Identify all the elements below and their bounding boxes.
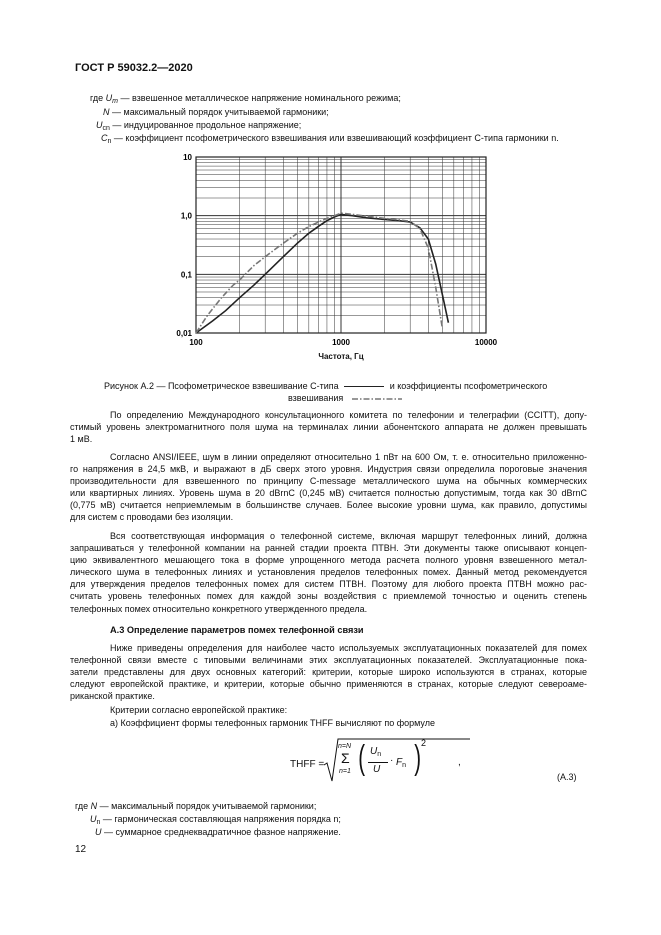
- definition-um: где $U_m$ — взвешенное металлическое напряжение номинального режима;: [90, 93, 401, 105]
- page-number: 12: [75, 844, 87, 855]
- formula-tail: ,: [458, 757, 461, 768]
- formula-number: (А.3): [557, 772, 577, 782]
- document-header: ГОСТ Р 59032.2—2020: [75, 62, 193, 74]
- psophometric-weighting-chart: [0, 146, 661, 376]
- criteria-a: а) Коэффициент формы телефонных гармоник THFF вычисляют по формуле: [110, 718, 435, 728]
- sum-symbol: Σ: [341, 750, 350, 766]
- paragraph-telephone-system: Вся соответствующая информация о телефонной системе, включая маршрут телефонных линий, должна запрашиваться у телефонной компании на ранней стадии проекта ПТВН. Эти документы также описывают концеп- цию эквивалентного мешающего тока в форме упрощенного метода расчета полного уровня взвешенного метал- лического шума в телефонных линиях и установления пределов телефонных помех. Данный метод рекомендуется для утверждения пределов телефонных помех для систем ПТВН. Поэтому для любого проекта ПТВН можно рас- считать уровень телефонных помех для каждой зоны воздействия с приемлемой точностью и оценить степень телефонных помех относительно конкретного утвержденного предела.: [70, 531, 587, 614]
- chart-grid: [196, 157, 486, 333]
- sum-lower: n=1: [339, 768, 351, 775]
- figure-caption: Рисунок А.2 — Псофометрическое взвешивание C-типа и коэффициенты псофометрического: [104, 381, 548, 391]
- x-axis-label: Частота, Гц: [318, 352, 364, 361]
- formula-thff: [290, 735, 490, 795]
- fraction-num: $U_n$: [370, 746, 382, 758]
- paragraph-definitions: Ниже приведены определения для наиболее часто используемых эксплуатационных показателей для помех телефонной связи вместе с типовыми величинами этих эксплуатационных показателей. Эксплуатационные пока- затели представлены для двух основных категорий: критерии, которые широко используются в странах, которые следуют европейской практике, и критерии, которые обычно применяются в странах, которые следуют североаме- риканской практике.: [70, 643, 587, 702]
- definition-n: N — максимальный порядок учитываемой гармоники;: [103, 107, 329, 117]
- series-coefficients-dashdot: [196, 213, 442, 333]
- power: 2: [421, 738, 427, 748]
- y-tick-label: 10: [183, 153, 192, 162]
- formula-lhs: THFF =: [290, 759, 325, 770]
- definition-cn: $C_n$ — коэффициент псофометрического взвешивания или взвешивающий коэффициент C-типа гармоники n.: [101, 133, 559, 145]
- right-paren: ): [414, 739, 422, 777]
- left-paren: (: [358, 739, 366, 777]
- definition-bottom-un: $U_n$ — гармоническая составляющая напряжения порядка n;: [90, 814, 341, 826]
- figure-caption-line2: взвешивания: [288, 392, 402, 404]
- sum-upper: n=N: [338, 743, 352, 750]
- definition-bottom-u: U — суммарное среднеквадратичное фазное напряжение.: [95, 827, 341, 837]
- factor-f: $F_n$: [396, 757, 407, 769]
- section-heading-a3: А.3 Определение параметров помех телефонной связи: [110, 625, 364, 635]
- x-tick-label: 100: [189, 338, 203, 347]
- legend-solid-line: [344, 386, 384, 387]
- multiply-dot: ·: [390, 755, 394, 766]
- x-tick-label: 1000: [332, 338, 350, 347]
- y-tick-label: 0,01: [176, 329, 192, 338]
- criteria-intro: Критерии согласно европейской практике:: [110, 705, 288, 715]
- x-tick-label: 10000: [474, 338, 498, 347]
- legend-dashdot-line: [352, 396, 402, 402]
- fraction-bar: [368, 762, 388, 763]
- y-tick-label: 0,1: [180, 270, 192, 280]
- definition-ucn: $U_{cn}$ — индуцированное продольное напряжение;: [96, 120, 302, 132]
- fraction-den: U: [373, 764, 381, 775]
- paragraph-ansi-ieee: Согласно ANSI/IEEE, шум в линии определяют относительно 1 пВт на 600 Ом, т. е. относительно приложенно- го напряжения в 24,5 мкВ, и выражают в дБ сверх этого уровня. Индустрия связи определила пороговые значения производительности для взвешенного по принципу C-message металлического шума на обычных коммерческих или квартирных линиях. Уровень шума в 20 dBrnC (0,245 мВ) считается полностью допустимым, тогда как 30 dBrnC (0,775 мВ) считается неприемлемым в большинстве случаев. Более высокие уровни шума, как правило, допустимы для систем с проводами без изоляции.: [70, 452, 587, 523]
- paragraph-ccitt: По определению Международного консультационного комитета по телефонии и телеграфии (CCITT), допу- стимый уровень электромагнитного поля шума на терминалах линии абонентского аппарата не должен превышать 1 мВ.: [70, 410, 587, 445]
- y-tick-label: 1,0: [180, 211, 192, 221]
- definition-bottom-n: где N — максимальный порядок учитываемой гармоники;: [75, 801, 317, 811]
